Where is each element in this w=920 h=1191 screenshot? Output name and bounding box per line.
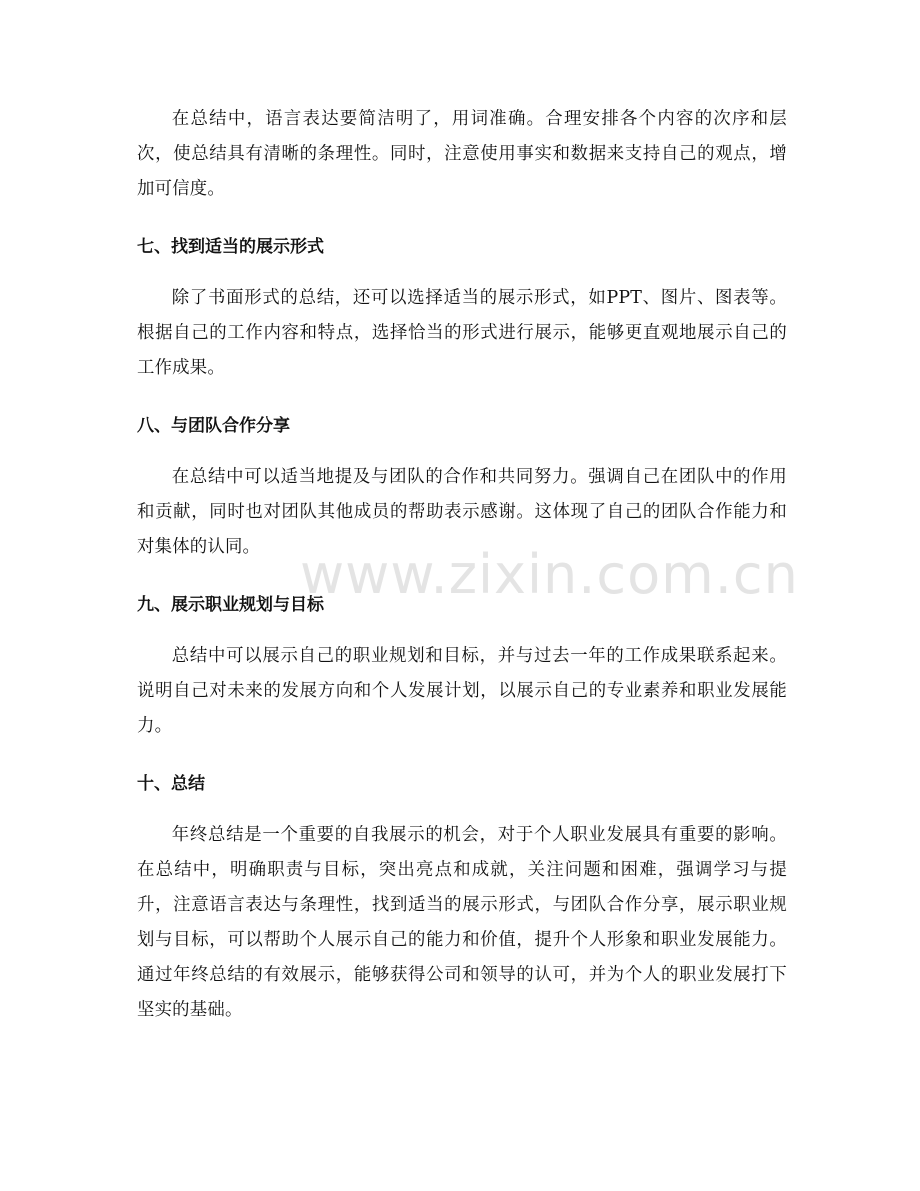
spacer xyxy=(137,565,787,591)
spacer xyxy=(137,261,787,281)
paragraph-presentation-form: 除了书面形式的总结，还可以选择适当的展示形式，如PPT、图片、图表等。根据自己的工作内容和特点，选择恰当的形式进行展示，能够更直观地展示自己的工作成果。 xyxy=(137,288,787,378)
spacer xyxy=(137,440,787,460)
spacer xyxy=(137,744,787,770)
section-heading-8: 八、与团队合作分享 xyxy=(137,416,290,436)
paragraph-conclusion: 年终总结是一个重要的自我展示的机会，对于个人职业发展具有重要的影响。在总结中，明确职责与目标，突出亮点和成就，关注问题和困难，强调学习与提升，注意语言表达与条理性，找到适当的展示形式，与团队合作分享，展示职业规划与目标，可以帮助个人展示自己的能力和价值，提升个人形象和职业发展能力。通过年终总结的有效展示，能够获得公司和领导的认可，并为个人的职业发展打下坚实的基础。 xyxy=(137,825,787,1020)
section-heading-10: 十、总结 xyxy=(137,774,205,794)
section-heading-9: 九、展示职业规划与目标 xyxy=(137,595,324,615)
paragraph-team-sharing: 在总结中可以适当地提及与团队的合作和共同努力。强调自己在团队中的作用和贡献，同时也对团队其他成员的帮助表示感谢。这体现了自己的团队合作能力和对集体的认同。 xyxy=(137,467,787,557)
spacer xyxy=(137,619,787,639)
document-body xyxy=(137,102,799,1028)
paragraph-career-planning: 总结中可以展示自己的职业规划和目标，并与过去一年的工作成果联系起来。说明自己对未来的发展方向和个人发展计划，以展示自己的专业素养和职业发展能力。 xyxy=(137,646,787,736)
spacer xyxy=(137,207,787,233)
section-heading-7: 七、找到适当的展示形式 xyxy=(137,237,324,257)
spacer xyxy=(137,386,787,412)
paragraph-language-expression: 在总结中，语言表达要简洁明了，用词准确。合理安排各个内容的次序和层次，使总结具有清晰的条理性。同时，注意使用事实和数据来支持自己的观点，增加可信度。 xyxy=(137,109,787,199)
watermark: www.zixin.com.cn xyxy=(300,543,799,606)
spacer xyxy=(137,798,787,818)
